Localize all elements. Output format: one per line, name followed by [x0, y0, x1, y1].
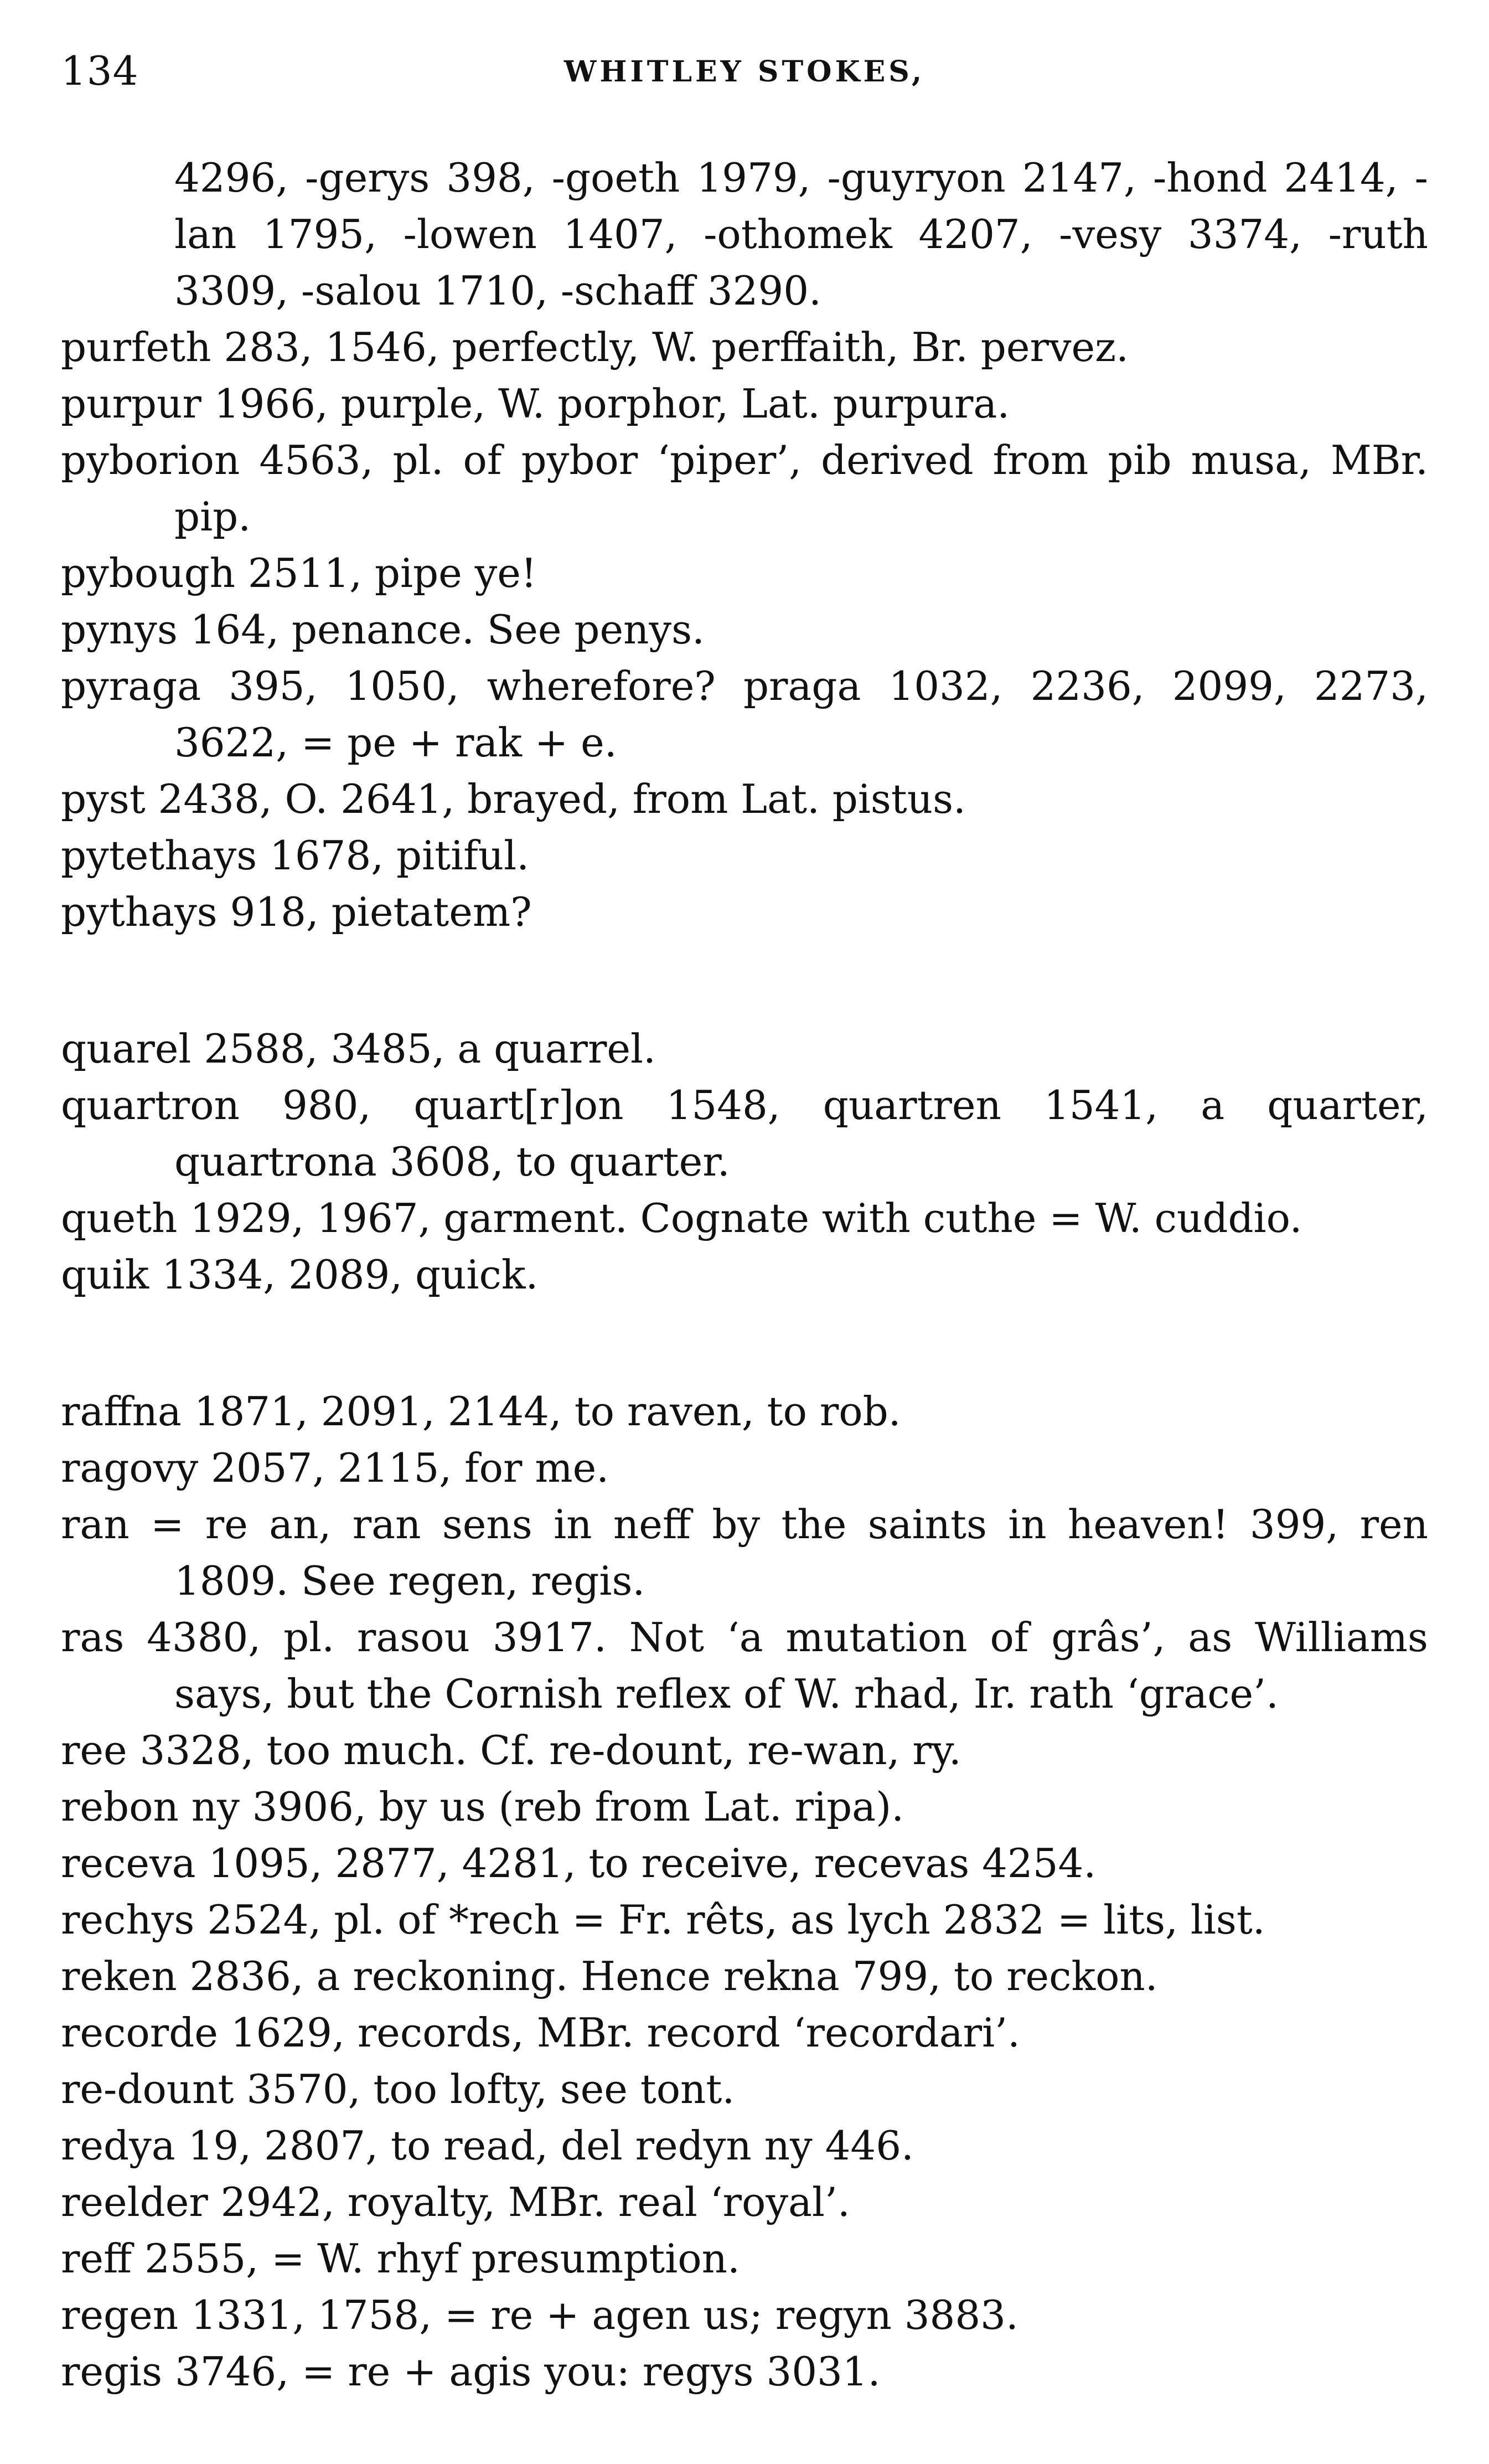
- glossary-entry: pybough 2511, pipe ye!: [61, 550, 537, 596]
- glossary-entry: rechys 2524, pl. of *rech = Fr. rêts, as lych 2832 = lits, list.: [61, 1896, 1265, 1943]
- glossary-entry: purfeth 283, 1546, perfectly, W. perffaith, Br. pervez.: [61, 324, 1129, 370]
- glossary-body: [61, 150, 1428, 2400]
- section-gap: [61, 940, 1428, 1020]
- glossary-entry: quarel 2588, 3485, a quarrel.: [61, 1025, 656, 1072]
- glossary-entry: purpur 1966, purple, W. porphor, Lat. purpura.: [61, 380, 1010, 427]
- running-head: WHITLEY STOKES,: [563, 55, 926, 89]
- glossary-entry: receva 1095, 2877, 4281, to receive, recevas 4254.: [61, 1840, 1097, 1886]
- entry-continuation: 4296, -gerys 398, -goeth 1979, -guyryon 2147, -hond 2414, -lan 1795, -lowen 1407, -othomek 4207, -vesy 3374, -ruth 3309, -salou 1710, -schaff 3290.: [174, 154, 1428, 314]
- glossary-entry: pythays 918, pietatem?: [61, 889, 532, 935]
- glossary-entry: pynys 164, penance. See penys.: [61, 606, 705, 653]
- glossary-entry: pyborion 4563, pl. of pybor ‘piper’, derived from pib musa, MBr. pip.: [61, 437, 1428, 540]
- glossary-entry: recorde 1629, records, MBr. record ‘recordari’.: [61, 2009, 1020, 2056]
- glossary-entry: ree 3328, too much. Cf. re-dount, re-wan, ry.: [61, 1727, 961, 1774]
- glossary-entry: rebon ny 3906, by us (reb from Lat. ripa).: [61, 1783, 904, 1830]
- glossary-entry: pytethays 1678, pitiful.: [61, 832, 530, 879]
- glossary-entry: reken 2836, a reckoning. Hence rekna 799, to reckon.: [61, 1953, 1158, 1999]
- glossary-entry: pyraga 395, 1050, wherefore? praga 1032, 2236, 2099, 2273, 3622, = pe + rak + e.: [61, 663, 1428, 766]
- glossary-entry: ran = re an, ran sens in neff by the saints in heaven! 399, ren 1809. See regen, regis.: [61, 1501, 1428, 1604]
- glossary-entry: reelder 2942, royalty, MBr. real ‘royal’.: [61, 2179, 850, 2225]
- glossary-entry: queth 1929, 1967, garment. Cognate with cuthe = W. cuddio.: [61, 1195, 1302, 1241]
- glossary-entry: regen 1331, 1758, = re + agen us; regyn 3883.: [61, 2292, 1018, 2338]
- glossary-entry: reff 2555, = W. rhyf presumption.: [61, 2235, 740, 2282]
- section-gap: [61, 1303, 1428, 1383]
- glossary-entry: pyst 2438, O. 2641, brayed, from Lat. pistus.: [61, 776, 966, 822]
- glossary-entry: quartron 980, quart[r]on 1548, quartren 1541, a quarter, quartrona 3608, to quarter.: [61, 1082, 1428, 1185]
- glossary-entry: redya 19, 2807, to read, del redyn ny 446.: [61, 2122, 914, 2169]
- glossary-entry: raffna 1871, 2091, 2144, to raven, to rob.: [61, 1388, 901, 1435]
- glossary-entry: quik 1334, 2089, quick.: [61, 1251, 539, 1298]
- glossary-entry: ragovy 2057, 2115, for me.: [61, 1445, 609, 1491]
- glossary-entry: ras 4380, pl. rasou 3917. Not ‘a mutation of grâs’, as Williams says, but the Cornish reflex of W. rhad, Ir. rath ‘grace’.: [61, 1614, 1428, 1717]
- glossary-entry: re-dount 3570, too lofty, see tont.: [61, 2066, 735, 2112]
- glossary-entry: regis 3746, = re + agis you: regys 3031.: [61, 2348, 881, 2395]
- page-header: [61, 48, 1428, 112]
- page-number: 134: [61, 48, 139, 94]
